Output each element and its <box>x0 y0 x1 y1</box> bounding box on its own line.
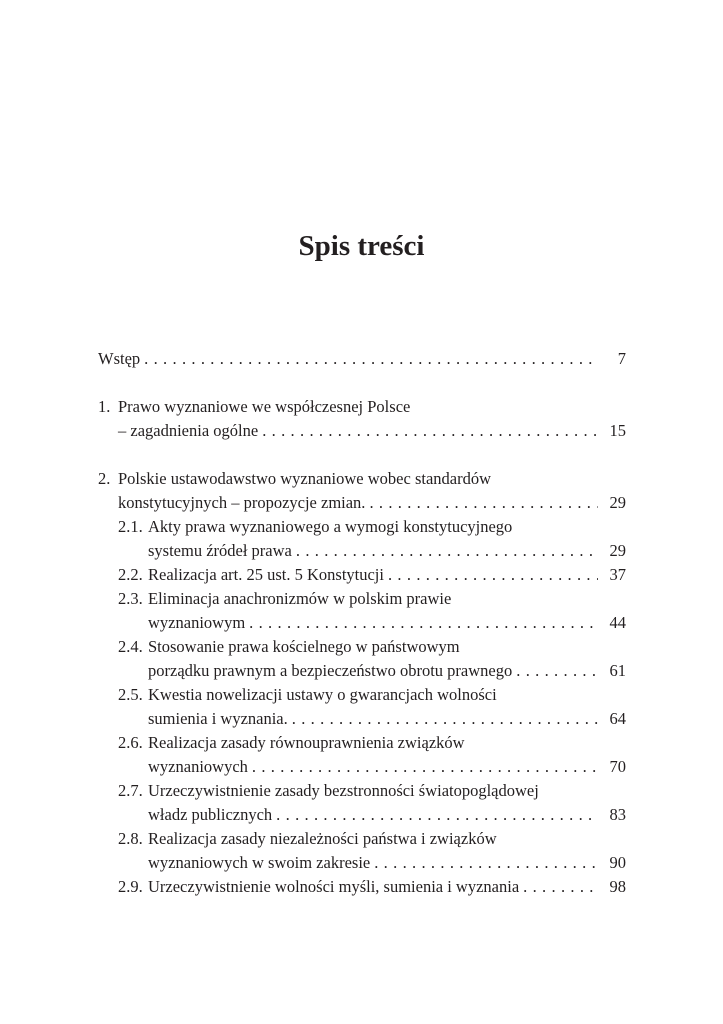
toc-entry-label: Realizacja art. 25 ust. 5 Konstytucji <box>148 565 384 584</box>
toc-entry-chapter-2 <box>98 467 626 899</box>
dot-leader <box>252 755 598 779</box>
toc-entry-label-continued: konstytucyjnych – propozycje zmian. <box>118 493 366 512</box>
dot-leader <box>374 851 598 875</box>
toc-entry-label-continued: władz publicznych <box>148 805 273 824</box>
toc-entry-section <box>98 731 626 779</box>
toc-page-number: 70 <box>609 757 626 776</box>
toc-line <box>98 731 626 755</box>
dot-leader <box>296 539 598 563</box>
toc-page-number: 98 <box>609 877 626 896</box>
toc-line <box>98 851 626 875</box>
toc-entry-number: 2.6. <box>118 733 143 752</box>
toc-entry-number: 2.5. <box>118 685 143 704</box>
toc-entry-number: 2.7. <box>118 781 143 800</box>
toc-entry-label-continued: – zagadnienia ogólne <box>118 421 259 440</box>
dot-leader <box>523 875 598 899</box>
toc-entry-number: 2. <box>98 469 111 488</box>
toc-line <box>98 491 626 515</box>
toc-entry-label: Stosowanie prawa kościelnego w państwowym <box>148 637 460 656</box>
dot-leader <box>262 419 598 443</box>
dot-leader <box>144 347 598 371</box>
toc-page-number: 44 <box>609 613 626 632</box>
toc-line <box>98 539 626 563</box>
dot-leader <box>369 491 598 515</box>
toc-line <box>98 347 626 371</box>
toc-line <box>98 611 626 635</box>
dot-leader <box>276 803 598 827</box>
toc-line <box>98 467 626 491</box>
toc-entry-number: 2.9. <box>118 877 143 896</box>
toc-entry-chapter-1 <box>98 395 626 443</box>
toc-line <box>98 803 626 827</box>
toc-entry-label: Urzeczywistnienie wolności myśli, sumienia i wyznania <box>148 877 520 896</box>
toc-line <box>98 563 626 587</box>
toc-entry-intro <box>98 347 626 371</box>
toc-line <box>98 515 626 539</box>
toc-entry-number: 2.4. <box>118 637 143 656</box>
toc-entry-section <box>98 563 626 587</box>
toc-line <box>98 875 626 899</box>
toc-line <box>98 755 626 779</box>
toc-page-number: 7 <box>617 349 626 368</box>
dot-leader <box>388 563 598 587</box>
toc-entry-section <box>98 587 626 635</box>
toc-entry-label-continued: wyznaniowych <box>148 757 248 776</box>
toc-line <box>98 779 626 803</box>
toc-entry-section <box>98 827 626 875</box>
toc-entry-section <box>98 515 626 563</box>
toc-entry-label: Polskie ustawodawstwo wyznaniowe wobec standardów <box>118 469 492 488</box>
dot-leader <box>249 611 598 635</box>
toc-entry-label-continued: wyznaniowych w swoim zakresie <box>148 853 371 872</box>
dot-leader <box>292 707 598 731</box>
toc-entry-label-continued: systemu źródeł prawa <box>148 541 292 560</box>
toc-line <box>98 659 626 683</box>
toc-line <box>98 707 626 731</box>
toc-entry-number: 1. <box>98 397 111 416</box>
toc-line <box>98 419 626 443</box>
toc-page-number: 29 <box>609 541 626 560</box>
toc-entry-number: 2.1. <box>118 517 143 536</box>
page-title: Spis treści <box>298 230 425 262</box>
dot-leader <box>516 659 598 683</box>
toc-entry-label-continued: wyznaniowym <box>148 613 246 632</box>
toc-entry-label: Wstęp <box>98 349 141 368</box>
toc-page-number: 15 <box>609 421 626 440</box>
table-of-contents <box>98 347 626 899</box>
toc-entry-label: Eliminacja anachronizmów w polskim prawie <box>148 589 452 608</box>
toc-entry-section <box>98 683 626 731</box>
toc-page-number: 37 <box>609 565 626 584</box>
toc-entry-label: Prawo wyznaniowe we współczesnej Polsce <box>118 397 411 416</box>
toc-line <box>98 635 626 659</box>
toc-line <box>98 395 626 419</box>
toc-entry-label: Realizacja zasady niezależności państwa i związków <box>148 829 497 848</box>
toc-entry-label-continued: porządku prawnym a bezpieczeństwo obrotu prawnego <box>148 661 513 680</box>
toc-entry-section <box>98 779 626 827</box>
toc-page-number: 83 <box>609 805 626 824</box>
toc-entry-label: Kwestia nowelizacji ustawy o gwarancjach wolności <box>148 685 497 704</box>
toc-entry-number: 2.3. <box>118 589 143 608</box>
toc-page-number: 61 <box>609 661 626 680</box>
toc-page-number: 90 <box>609 853 626 872</box>
toc-page-number: 64 <box>609 709 626 728</box>
toc-entry-label: Akty prawa wyznaniowego a wymogi konstytucyjnego <box>148 517 513 536</box>
toc-entry-label-continued: sumienia i wyznania. <box>148 709 288 728</box>
toc-entry-label: Realizacja zasady równouprawnienia związków <box>148 733 465 752</box>
toc-entry-number: 2.8. <box>118 829 143 848</box>
toc-line <box>98 827 626 851</box>
toc-entry-number: 2.2. <box>118 565 143 584</box>
toc-line <box>98 587 626 611</box>
toc-entry-section <box>98 875 626 899</box>
toc-entry-section <box>98 635 626 683</box>
toc-line <box>98 683 626 707</box>
toc-page-number: 29 <box>609 493 626 512</box>
toc-entry-label: Urzeczywistnienie zasady bezstronności światopoglądowej <box>148 781 539 800</box>
